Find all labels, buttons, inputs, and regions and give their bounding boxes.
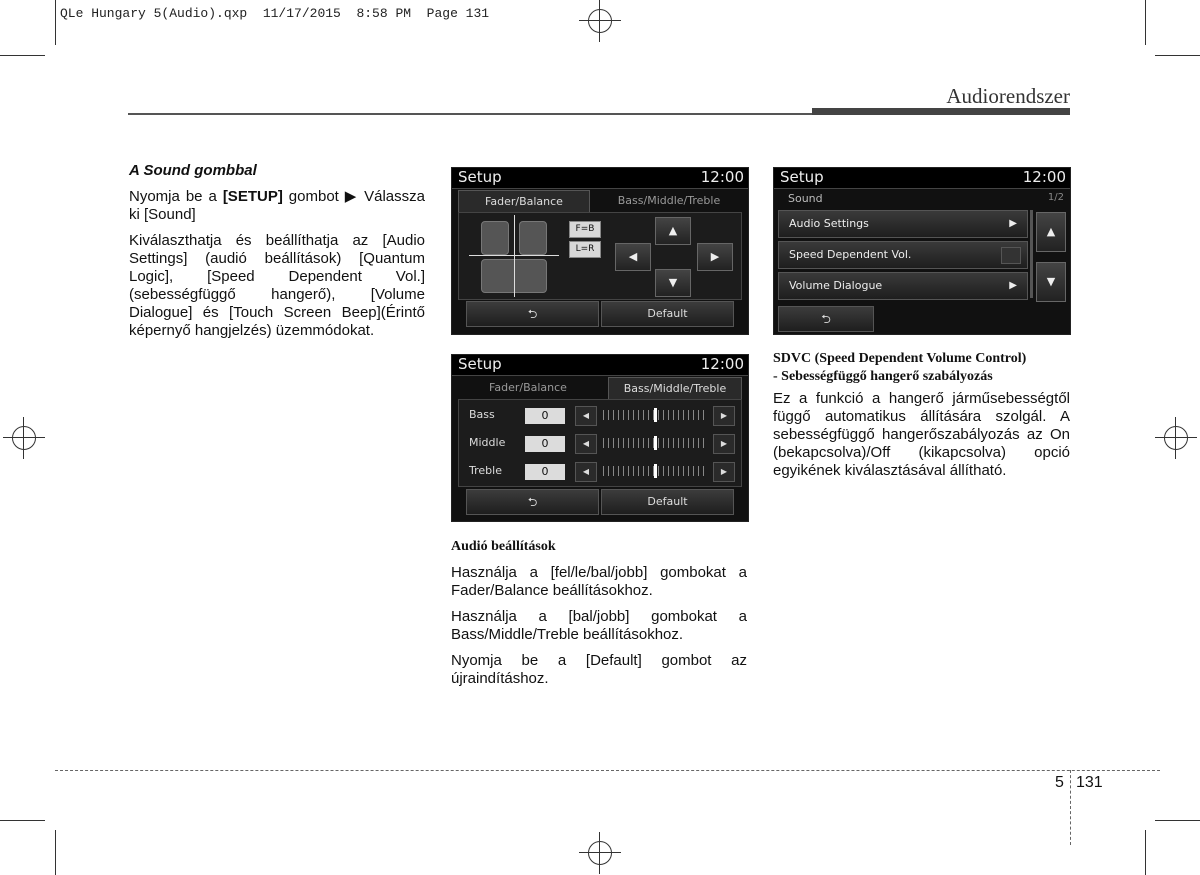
back-button[interactable]: ⮌ — [778, 306, 874, 332]
description-paragraph: Ez a funkció a hangerő járműsebességtől függő automatikus állítására szolgál. A sebességfüggő hangerőszabályozás az On (bekapcsolva)/Off (kikapcsolva) opció egyikének kiválasztásával állítható. — [773, 390, 1070, 479]
treble-decrease-button[interactable]: ◀ — [575, 462, 597, 482]
page-number: 131 — [1076, 774, 1103, 791]
tone-panel — [458, 399, 742, 487]
crop-mark — [0, 820, 45, 821]
instruction-paragraph: Használja a [bal/jobb] gombokat a Bass/Middle/Treble beállításokhoz. — [451, 608, 747, 643]
bass-increase-button[interactable]: ▶ — [713, 406, 735, 426]
tab-fader-balance[interactable]: Fader/Balance — [458, 190, 590, 213]
scrollbar-track[interactable] — [1030, 210, 1033, 298]
tone-label-middle: Middle — [469, 436, 506, 449]
balance-left-button[interactable]: ◀ — [615, 243, 651, 271]
treble-slider-knob[interactable] — [654, 464, 657, 478]
setup-screen-fader — [451, 167, 749, 335]
tone-label-treble: Treble — [469, 464, 502, 477]
scroll-down-button[interactable]: ▼ — [1036, 262, 1066, 302]
description-paragraph: Kiválaszthatja és beállíthatja az [Audio Settings] (audió beállítások) [Quantum Logic], [Speed Dependent Vol.] (sebességfüggő hangerő), [Volume Dialogue] és [Touch Screen Beep](Érintő képernyő hangjelzés) üzemmódokat. — [129, 232, 425, 339]
clock: 12:00 — [700, 355, 744, 373]
crop-mark — [55, 0, 56, 45]
bass-slider-knob[interactable] — [654, 408, 657, 422]
header-rule — [128, 113, 813, 115]
middle-column — [451, 538, 747, 696]
middle-slider-knob[interactable] — [654, 436, 657, 450]
footer-divider — [1070, 770, 1071, 845]
registration-mark — [588, 841, 612, 865]
clock: 12:00 — [700, 168, 744, 186]
balance-right-button[interactable]: ▶ — [697, 243, 733, 271]
clock: 12:00 — [1022, 168, 1066, 186]
menu-item-audio-settings[interactable] — [778, 210, 1028, 238]
seat-front-left — [481, 221, 509, 255]
section-title: Audiorendszer — [946, 84, 1070, 108]
scroll-up-button[interactable]: ▲ — [1036, 212, 1066, 252]
treble-increase-button[interactable]: ▶ — [713, 462, 735, 482]
registration-mark — [1164, 426, 1188, 450]
bass-decrease-button[interactable]: ◀ — [575, 406, 597, 426]
fader-up-button[interactable]: ▲ — [655, 217, 691, 245]
header-rule-accent — [812, 108, 1070, 115]
back-button[interactable]: ⮌ — [466, 489, 599, 515]
tab-bass-middle-treble[interactable]: Bass/Middle/Treble — [617, 194, 721, 207]
crop-mark — [0, 55, 45, 56]
balance-center-button[interactable]: L=R — [569, 241, 601, 258]
section-heading: Audió beállítások — [451, 539, 556, 554]
menu-item-volume-dialogue[interactable] — [778, 272, 1028, 300]
menu-item-label: Audio Settings — [789, 217, 869, 230]
crop-mark — [1145, 830, 1146, 875]
setup-screen-sound — [773, 167, 1071, 335]
crop-mark — [1155, 820, 1200, 821]
crop-mark — [1145, 0, 1146, 45]
middle-value: 0 — [525, 436, 565, 452]
checkbox[interactable] — [1001, 247, 1021, 264]
fader-down-button[interactable]: ▼ — [655, 269, 691, 297]
setup-screen-tone — [451, 354, 749, 522]
crop-mark — [55, 830, 56, 875]
screen-header — [774, 168, 1070, 189]
seat-front-right — [519, 221, 547, 255]
instruction-paragraph: Használja a [fel/le/bal/jobb] gombokat a Fader/Balance beállításokhoz. — [451, 564, 747, 599]
instruction-paragraph: Nyomja be a [SETUP] gombot ▶ Válassza ki [Sound] — [129, 188, 425, 223]
tone-label-bass: Bass — [469, 408, 495, 421]
chevron-right-icon: ▶ — [1009, 280, 1017, 291]
bass-value: 0 — [525, 408, 565, 424]
treble-value: 0 — [525, 464, 565, 480]
tab-bass-middle-treble[interactable]: Bass/Middle/Treble — [608, 377, 742, 400]
section-heading: A Sound gombbal — [129, 162, 257, 179]
footer-rule — [55, 770, 1160, 771]
crop-mark — [1155, 55, 1200, 56]
right-column — [773, 350, 1070, 488]
page-indicator: 1/2 — [1047, 192, 1064, 203]
registration-mark — [588, 9, 612, 33]
fader-panel — [458, 212, 742, 300]
fader-center-button[interactable]: F=B — [569, 221, 601, 238]
middle-increase-button[interactable]: ▶ — [713, 434, 735, 454]
back-button[interactable]: ⮌ — [466, 301, 599, 327]
middle-decrease-button[interactable]: ◀ — [575, 434, 597, 454]
left-column — [129, 162, 425, 348]
balance-crosshair-v — [514, 215, 515, 297]
screen-header — [452, 355, 748, 376]
section-heading: SDVC (Speed Dependent Volume Control) - Sebességfüggő hangerő szabályozás — [773, 351, 1027, 384]
default-button[interactable]: Default — [601, 301, 734, 327]
screen-title: Setup — [458, 168, 502, 186]
print-slug: QLe Hungary 5(Audio).qxp 11/17/2015 8:58 PM Page 131 — [60, 6, 490, 21]
menu-item-speed-dependent-vol[interactable] — [778, 241, 1028, 269]
menu-subtitle: Sound — [788, 192, 823, 205]
menu-item-label: Volume Dialogue — [789, 279, 883, 292]
chevron-right-icon: ▶ — [1009, 218, 1017, 229]
instruction-paragraph: Nyomja be a [Default] gombot az újraindításhoz. — [451, 652, 747, 687]
screen-header — [452, 168, 748, 189]
chapter-number: 5 — [1055, 774, 1064, 791]
tab-bar — [458, 190, 742, 212]
default-button[interactable]: Default — [601, 489, 734, 515]
tab-fader-balance[interactable]: Fader/Balance — [489, 381, 567, 394]
screen-title: Setup — [780, 168, 824, 186]
tab-bar — [458, 377, 742, 399]
screen-title: Setup — [458, 355, 502, 373]
menu-item-label: Speed Dependent Vol. — [789, 248, 912, 261]
registration-mark — [12, 426, 36, 450]
